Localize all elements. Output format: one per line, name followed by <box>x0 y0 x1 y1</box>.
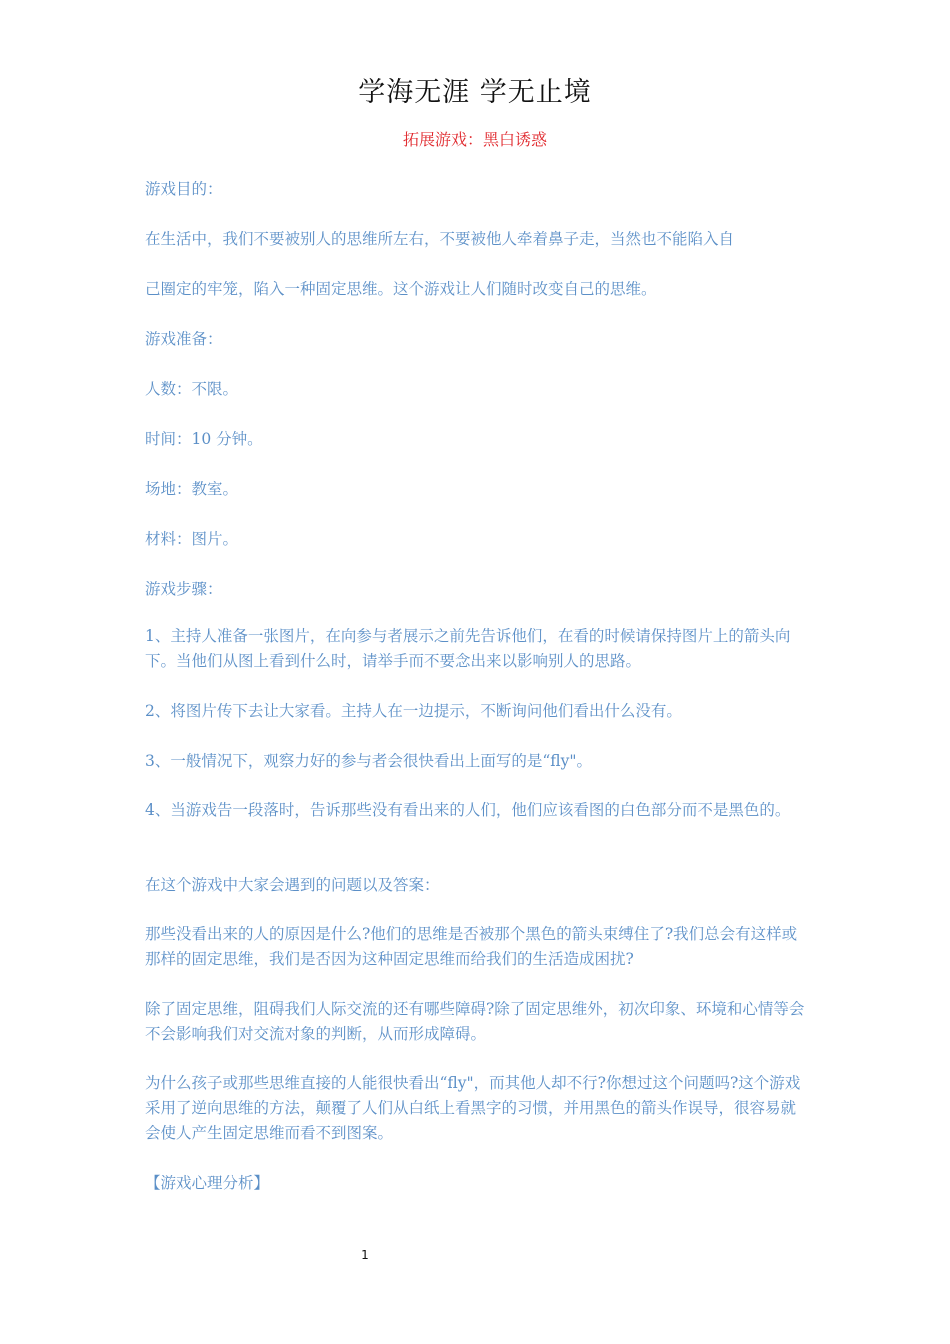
section-heading-purpose: 游戏目的： <box>145 180 223 198</box>
paragraph-purpose-line-1: 在生活中，我们不要被别人的思维所左右，不要被他人牵着鼻子走，当然也不能陷入自 <box>145 230 735 248</box>
step-2: 2、将图片传下去让大家看。主持人在一边提示，不断询问他们看出什么没有。 <box>145 702 682 720</box>
step-3: 3、一般情况下，观察力好的参与者会很快看出上面写的是“fly"。 <box>145 752 593 770</box>
prep-item-venue: 场地：教室。 <box>145 480 239 498</box>
page-number: 1 <box>361 1248 369 1262</box>
prep-item-materials: 材料：图片。 <box>145 530 239 548</box>
question-paragraph-3: 为什么孩子或那些思维直接的人能很快看出“fly"，而其他人却不行?你想过这个问题吗?这个游戏采用了逆向思维的方法，颠覆了人们从白纸上看黑字的习惯，并用黑色的箭头作误导，很容易就会使人产生固定思维而看不到图案。 <box>145 1074 801 1142</box>
paragraph-purpose-line-2: 己圈定的牢笼，陷入一种固定思维。这个游戏让人们随时改变自己的思维。 <box>145 280 657 298</box>
question-paragraph-2: 除了固定思维，阻碍我们人际交流的还有哪些障碍?除了固定思维外，初次印象、环境和心情等会不会影响我们对交流对象的判断，从而形成障碍。 <box>145 1000 805 1043</box>
section-heading-questions: 在这个游戏中大家会遇到的问题以及答案： <box>145 876 440 894</box>
prep-item-time: 时间：10 分钟。 <box>145 430 263 448</box>
page-header-title: 学海无涯 学无止境 <box>358 77 592 108</box>
prep-item-participants: 人数：不限。 <box>145 380 239 398</box>
question-paragraph-1: 那些没看出来的人的原因是什么?他们的思维是否被那个黑色的箭头束缚住了?我们总会有这样或那样的固定思维，我们是否因为这种固定思维而给我们的生活造成困扰? <box>145 925 798 968</box>
step-4: 4、当游戏告一段落时，告诉那些没有看出来的人们，他们应该看图的白色部分而不是黑色的。 <box>145 801 791 819</box>
section-heading-preparation: 游戏准备： <box>145 330 223 348</box>
section-heading-analysis: 【游戏心理分析】 <box>145 1174 270 1192</box>
document-subtitle: 拓展游戏：黑白诱惑 <box>402 130 547 149</box>
section-heading-steps: 游戏步骤： <box>145 580 223 598</box>
step-1: 1、主持人准备一张图片，在向参与者展示之前先告诉他们，在看的时候请保持图片上的箭头向下。当他们从图上看到什么时，请举手而不要念出来以影响别人的思路。 <box>145 627 791 670</box>
